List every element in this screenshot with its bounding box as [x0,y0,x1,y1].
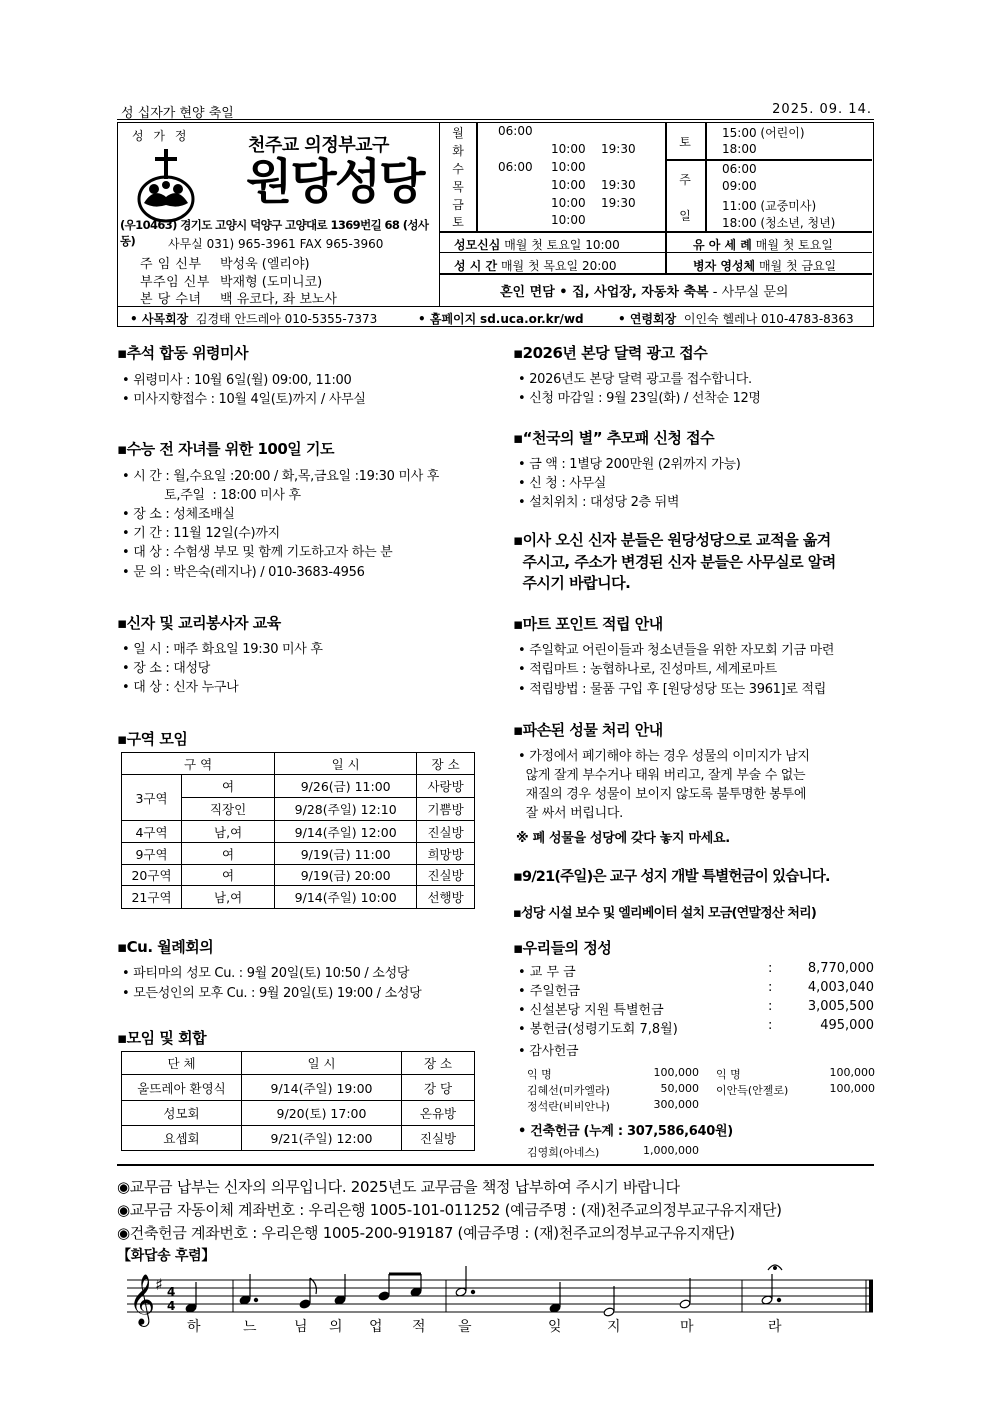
section-title-exam-prayer: ▪수능 전 자녀를 위한 100일 기도 [117,440,334,458]
weekday-label: 수 [452,162,464,176]
weekday-mass-row [440,142,665,159]
weekday-mass-row [440,196,665,213]
offering-colon: : [768,980,773,995]
mass-time-dawn: 06:00 [498,124,533,138]
weekday-label: 월 [452,126,464,140]
contact-bar [117,307,874,327]
damaged-line-2: 않게 잘게 부수거나 태워 버리고, 잘게 부술 수 없는 [518,768,806,783]
bulletin-date: 2025. 09. 14. [772,102,872,117]
mass-time-dawn: 06:00 [498,160,533,174]
damaged-line-1: • 가정에서 폐기해야 하는 경우 성물의 이미지가 남지 [518,749,810,764]
offering-colon: : [768,1018,773,1033]
table-row: 9구역 여 9/19(금) 11:00 희망방 [122,843,475,865]
donor-amount: 300,000 [653,1098,699,1111]
table-row: 울뜨레아 환영식 9/14(주일) 19:00 강 당 [122,1075,475,1101]
exam-line-6: • 문 의 : 박은숙(레지나) / 010-3683-4956 [122,565,365,580]
lyric-syllable: 마 [680,1319,694,1335]
section-title-calendar-ad: ▪2026년 본당 달력 광고 접수 [513,344,708,362]
section-title-offerings: ▪우리들의 정성 [513,939,612,957]
sun-time-2: 09:00 [722,179,757,193]
donor-amount: 100,000 [653,1066,699,1079]
weekday-label: 화 [452,144,464,158]
final-barline [869,1280,873,1312]
table-row: 직장인 9/28(주일) 12:10 기쁨방 [122,798,475,821]
education-line-2: • 장 소 : 대성당 [122,661,211,676]
donor-name: 익 명 [527,1068,552,1081]
sun-time-3: 11:00 (교중미사) [722,199,817,213]
offering-label: • 봉헌금(성령기도회 7,8월) [518,1022,678,1037]
table-row: 성모회 9/20(토) 17:00 온유방 [122,1101,475,1126]
donor-name: 정석란(비비안나) [527,1100,610,1113]
education-line-1: • 일 시 : 매주 화요일 19:30 미사 후 [122,642,323,657]
weekday-label: 토 [452,215,464,229]
footer-line-1: ◉교무금 납부는 신자의 의무입니다. 2025년도 교무금을 책정 납부하여 주시기 바랍니다 [117,1178,680,1196]
treble-clef-icon: 𝄞 [129,1274,156,1325]
sacrament-marian: 성모신심 매월 첫 토요일 10:00 [454,238,620,252]
weekday-label: 금 [452,198,464,212]
lyric-syllable: 라 [768,1319,782,1335]
offering-label: • 신설본당 지원 특별헌금 [518,1003,664,1018]
table-row: 21구역 남,여 9/14(주일) 10:00 선행방 [122,886,475,909]
group-meeting-table [121,1051,475,1151]
special-collection-notice: ▪9/21(주일)은 교구 성지 개발 특별헌금이 있습니다. [513,869,830,885]
mass-time-evening: 19:30 [601,142,636,156]
weekday-mass-row [440,213,665,230]
section-title-cu-meeting: ▪Cu. 월례회의 [117,938,214,956]
lyric-syllable: 적 [412,1319,426,1335]
table-header-row: 구 역 일 시 장 소 [122,753,475,775]
lyric-syllable: 느 [243,1319,257,1335]
music-staff [117,1262,877,1346]
building-donor-name: 김영희(아네스) [527,1146,600,1159]
donor-amount: 100,000 [829,1082,875,1095]
weekday-mass-row [440,160,665,177]
mass-schedule [440,123,872,306]
offering-label: • 주일헌금 [518,984,581,999]
offering-colon: : [768,961,773,976]
calendar-line-2: • 신청 마감일 : 9월 23일(화) / 선착순 12명 [518,391,761,406]
section-title-group-meetings: ▪모임 및 회합 [117,1029,207,1047]
notice-moving-line-3: 주시기 바랍니다. [513,574,631,592]
thanks-label: • 감사헌금 [518,1044,579,1059]
footer-divider [117,1164,874,1166]
sat-day: 토 [679,135,691,149]
offering-amount: 3,005,500 [807,999,874,1014]
mass-time-morning: 10:00 [551,142,586,156]
mass-time-evening: 19:30 [601,178,636,192]
sun-time-1: 06:00 [722,162,757,176]
plaque-line-2: • 신 청 : 사무실 [518,476,607,491]
mart-line-3: • 적립방법 : 물품 구입 후 [원당성당 또는 3961]로 적립 [518,682,827,697]
mass-time-morning: 10:00 [551,213,586,227]
lyric-syllable: 하 [187,1319,201,1335]
footer-line-2: ◉교무금 자동이체 계좌번호 : 우리은행 1005-101-011252 (예금주명 : (재)천주교의정부교구유지재단) [117,1201,782,1219]
table-header-row: 단 체 일 시 장 소 [122,1052,475,1075]
footer-line-3: ◉건축헌금 계좌번호 : 우리은행 1005-200-919187 (예금주명 : (재)천주교의정부교구유지재단) [117,1224,735,1242]
donor-amount: 50,000 [660,1082,699,1095]
time-signature-top: 4 [167,1285,176,1299]
notice-moving-line-1: ▪이사 오신 신자 분들은 원당성당으로 교적을 옮겨 [513,531,831,549]
parish-identity [118,123,440,306]
mass-time-morning: 10:00 [551,196,586,210]
mart-line-1: • 주일학교 어린이들과 청소년들을 위한 자모회 기금 마련 [518,643,835,658]
lyric-syllable: 의 [329,1319,343,1335]
sacrament-communion: 병자 영성체 매월 첫 금요일 [693,259,837,273]
parish-name: 원당성당 [246,154,424,210]
donor-name: 익 명 [716,1068,741,1081]
building-fund-label: • 건축헌금 (누계 : 307,586,640원) [518,1124,733,1139]
weekday-mass-row [440,124,665,141]
plaque-line-3: • 설치위치 : 대성당 2층 뒤벽 [518,495,680,510]
damaged-line-4: 잘 싸서 버립니다. [518,806,623,821]
section-title-district-meeting: ▪구역 모임 [117,730,188,748]
feast-name: 성 십자가 현양 축일 [121,106,234,121]
holy-family-logo-icon [136,147,196,227]
table-row: 20구역 여 9/19(금) 20:00 진실방 [122,865,475,886]
cu-line-2: • 모든성인의 모후 Cu. : 9월 20일(토) 19:00 / 소성당 [122,986,422,1001]
weekday-mass-row [440,178,665,195]
lyric-syllable: 을 [458,1319,472,1335]
table-row: 요셉회 9/21(주일) 12:00 진실방 [122,1126,475,1151]
exam-line-4: • 기 간 : 11월 12일(수)까지 [122,526,280,541]
lyric-syllable: 지 [607,1319,621,1335]
mart-line-2: • 적립마트 : 농협하나로, 진성마트, 세계로마트 [518,662,777,677]
elevator-fund-notice: ▪성당 시설 보수 및 엘리베이터 설치 모금(연말정산 처리) [513,906,817,921]
building-donor-amount: 1,000,000 [643,1144,699,1157]
offering-amount: 8,770,000 [807,961,874,976]
lyric-syllable: 잊 [548,1319,562,1335]
lyric-syllable: 업 [369,1319,383,1335]
offering-colon: : [768,999,773,1014]
exam-line-5: • 대 상 : 수험생 부모 및 함께 기도하고자 하는 분 [122,545,393,560]
sharp-icon: ♯ [155,1275,163,1294]
song-title: 【화답송 후렴】 [117,1248,216,1264]
section-title-memorial-mass: ▪추석 합동 위령미사 [117,344,249,362]
logo-caption: 성 가 정 [132,129,190,143]
plaque-line-1: • 금 액 : 1별당 200만원 (2위까지 가능) [518,457,741,472]
elder-contact: • 연령회장 이인숙 헬레나 010-4783-8363 [618,312,854,326]
lyric-syllable: 님 [294,1319,308,1335]
section-title-damaged-items: ▪파손된 성물 처리 안내 [513,721,663,739]
sat-time-2: 18:00 [722,142,757,156]
weekday-label: 목 [452,180,464,194]
donor-name: 이안득(안젤로) [716,1084,789,1097]
section-title-mart-points: ▪마트 포인트 적립 안내 [513,615,663,633]
table-row: 4구역 남,여 9/14(주일) 12:00 진실방 [122,821,475,843]
memorial-line-2: • 미사지향접수 : 10월 4일(토)까지 / 사무실 [122,392,366,407]
memorial-line-1: • 위령미사 : 10월 6일(월) 09:00, 11:00 [122,373,352,388]
section-title-catechist-education: ▪신자 및 교리봉사자 교육 [117,614,281,632]
exam-line-1: • 시 간 : 월,수요일 :20:00 / 화,목,금요일 :19:30 미사 후 [122,469,440,484]
district-meeting-table [121,752,475,909]
mass-time-evening: 19:30 [601,196,636,210]
staff-sisters: 본 당 수녀 백 유코다, 좌 보노사 [140,292,337,307]
top-strip [117,102,874,120]
offering-amount: 495,000 [820,1018,874,1033]
offering-label: • 교 무 금 [518,965,576,980]
sun-time-4: 18:00 (청소년, 청년) [722,216,836,230]
sacrament-baptism: 유 아 세 례 매월 첫 토요일 [693,238,833,252]
sat-time-1: 15:00 (어린이) [722,126,805,140]
offering-amount: 4,003,040 [807,980,874,995]
president-contact: • 사목회장 김경태 안드레아 010-5355-7373 [130,312,378,326]
office-phone: 사무실 031) 965-3961 FAX 965-3960 [168,237,384,251]
mass-time-morning: 10:00 [551,160,586,174]
damaged-line-3: 재질의 경우 성물이 보이지 않도록 불투명한 봉투에 [518,787,807,802]
homepage-link[interactable]: • 홈페이지 sd.uca.or.kr/wd [418,312,584,326]
sun-day-2: 일 [679,209,691,223]
donor-amount: 100,000 [829,1066,875,1079]
staff-assistant: 부주임 신부 박재형 (도미니코) [140,275,323,290]
sun-day-1: 주 [679,173,691,187]
blessing-notice: 혼인 면담 • 집, 사업장, 자동차 축복 - 사무실 문의 [500,285,789,300]
mass-time-morning: 10:00 [551,178,586,192]
table-row: 3구역 여 9/26(금) 11:00 사랑방 [122,775,475,798]
exam-line-3: • 장 소 : 성체조배실 [122,507,235,522]
address: (우10463) 경기도 고양시 덕양구 고양대로 1369번길 68 (성사동) [120,218,429,248]
diocese-name: 천주교 의정부교구 [248,135,389,156]
header-box [117,122,874,307]
donor-name: 김혜선(미카엘라) [527,1084,610,1097]
education-line-3: • 대 상 : 신자 누구나 [122,680,239,695]
damaged-note: ※ 폐 성물을 성당에 갖다 놓지 마세요. [516,831,730,846]
exam-line-2: 토,주일 : 18:00 미사 후 [122,488,301,503]
cu-line-1: • 파티마의 성모 Cu. : 9월 20일(토) 10:50 / 소성당 [122,966,410,981]
sacrament-holy-hour: 성 시 간 매월 첫 목요일 20:00 [454,259,617,273]
notice-moving-line-2: 주시고, 주소가 변경된 신자 분들은 사무실로 알려 [513,553,836,571]
section-title-memorial-plaque: ▪“천국의 별” 추모패 신청 접수 [513,429,715,447]
staff-pastor: 주 임 신부 박성욱 (엘리야) [140,257,310,272]
calendar-line-1: • 2026년도 본당 달력 광고를 접수합니다. [518,372,752,387]
time-signature-bottom: 4 [167,1299,176,1313]
